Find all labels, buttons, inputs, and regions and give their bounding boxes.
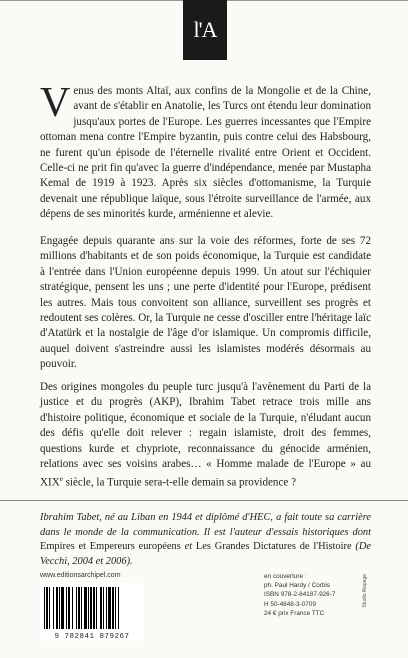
century-numeral: XIX: [40, 477, 60, 490]
century-superscript: e: [59, 475, 63, 484]
publisher-logo: l'A: [183, 0, 227, 60]
summary-paragraph-2: Engagée depuis quarante ans sur la voie des réformes, forte de ses 72 millions d'habitants et de son poids économique, la Turquie est candidate à l'entrée dans l'Union européenne depuis 1999. Un atout sur l'échiquier stratégique, pensent les uns ; une perte d'identité pour l'Europe, prédisent les autres. Mais tous convoitent son alliance, surveillent ses progrès et redoutent ses colères. Or, la Turquie ne cesse d'osciller entre l'héritage laïc d'Atatürk et la nostalgie de l'âge d'or islamique. Un compromis difficile, auquel doivent s'astreindre aussi les islamistes modérés désormais au pouvoir.: [40, 235, 371, 371]
book-title-2: Les Grandes Dictatures de l'Histoire: [195, 541, 352, 553]
barcode: [40, 583, 144, 641]
author-bio: [40, 511, 371, 569]
studio-credit: Studio Alapage: [362, 574, 368, 608]
credit-line-photo: ph. Paul Hardy / Corbis: [264, 582, 331, 590]
credit-line-code: H 50-4848-3-0709: [264, 600, 316, 608]
summary-paragraph-1: [40, 80, 371, 223]
summary-paragraph-1-text: enus des monts Altaï, aux confins de la Mongolie et de la Chine, avant de s'établir en Anatolie, les Turcs ont étendu leur domination jusqu'aux portes de l'Europe. Les guerres incessantes que l'Empire ottoman mena contre l'Empire byzantin, puis contre celui des Habsbourg, ne furent qu'un épisode de l'éternelle rivalité entre Orient et Occident. Celle-ci ne prit fin qu'avec la guerre d'indépendance, menée par Mustapha Kemal de 1919 à 1923. Après six siècles d'ottomanisme, la Turquie devenait une république laïque, sous l'étroite surveillance de l'armée, aux dépens de ses minorités kurde, arménienne et alevie.: [40, 85, 371, 221]
book-title-1: Empires et Empereurs européens: [40, 541, 181, 553]
credit-line-price: 24 € prix France TTC: [264, 609, 325, 617]
summary-paragraph-3-text-b: siècle, la Turquie sera-t-elle demain sa providence ?: [62, 477, 297, 490]
section-divider: [0, 500, 408, 501]
credit-line-isbn: ISBN 978-2-84187-926-7: [264, 591, 336, 599]
summary-paragraph-3: [40, 380, 371, 492]
barcode-bars: [40, 583, 144, 631]
summary-paragraph-3-text-a: Des origines mongoles du peuple turc jusqu'à l'avènement du Parti de la justice et du progrès (AKP), Ibrahim Tabet retrace trois mille ans d'histoire politique, économique et sociale de la Turquie, n'éludant aucun des défis qu'elle doit relever : regain islamiste, droit des femmes, questions kurde et chypriote, reconnaissance du génocide arménien, relations avec ses voisins arabes… « Homme malade de l'Europe » au: [40, 381, 371, 471]
author-bio-text-2: et: [180, 541, 196, 553]
drop-cap: V: [40, 80, 71, 126]
barcode-number: 9 782841 879267: [54, 633, 130, 641]
credits-block: [264, 572, 374, 618]
author-bio-text-3: (De Vecchi, 2004 et 2006).: [40, 541, 371, 567]
author-bio-text-1: Ibrahim Tabet, né au Liban en 1944 et diplômé d'HEC, a fait toute sa carrière dans le monde de la communication. Il est l'auteur d'essais historiques dont: [40, 512, 371, 538]
publisher-website: www.editionsarchipel.com: [40, 572, 121, 579]
credit-line-cover: en couverture :: [264, 573, 307, 580]
